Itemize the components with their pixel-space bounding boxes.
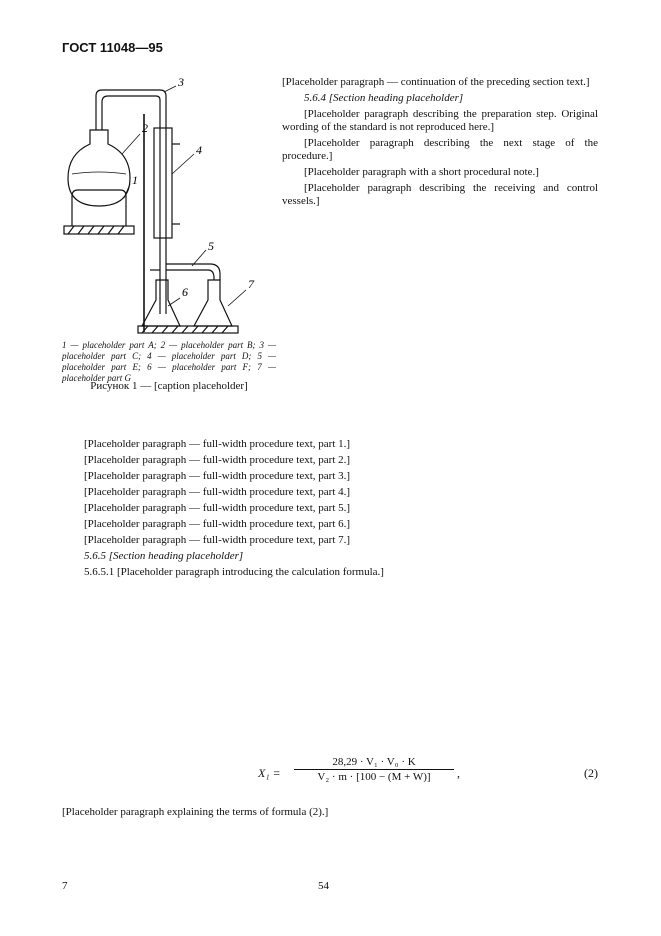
formula-number: (2): [584, 766, 598, 780]
main-text: [62, 438, 598, 582]
paragraph: [Placeholder paragraph — continuation of the preceding section text.]: [282, 76, 590, 88]
figure-caption: Рисунок 1 — [caption placeholder]: [90, 380, 248, 392]
formula-fraction: [294, 756, 454, 783]
footer-left: 7: [62, 880, 68, 892]
callout-2: 2: [142, 121, 148, 135]
paragraph: [Placeholder paragraph — full-width procedure text, part 1.]: [84, 438, 351, 450]
section-heading-564: 5.6.4 [Section heading placeholder]: [304, 92, 464, 104]
figure-legend: 1 — placeholder part A; 2 — placeholder part B; 3 — placeholder part C; 4 — placeholder part D; 5 — placeholder part E; 6 — placeholder part F; 7 — placeholder part G: [62, 340, 276, 383]
paragraph: [Placeholder paragraph describing the receiving and control vessels.]: [282, 182, 598, 207]
paragraph: [Placeholder paragraph with a short procedural note.]: [304, 166, 539, 178]
callout-7: 7: [248, 277, 254, 291]
callout-5: 5: [208, 239, 214, 253]
formula-numerator: 28,29 · V₁ · V₀ · K: [294, 756, 454, 770]
callout-6: 6: [182, 285, 188, 299]
receiving-flask: [142, 280, 180, 326]
callout-1: 1: [132, 173, 138, 187]
paragraph: 5.6.5.1 [Placeholder paragraph introducing the calculation formula.]: [84, 566, 384, 578]
paragraph: [Placeholder paragraph — full-width procedure text, part 6.]: [84, 518, 351, 530]
formula-denominator: V₂ · m · [100 − (M + W)]: [317, 771, 431, 783]
formula-tail: ,: [457, 766, 460, 780]
paragraph: [Placeholder paragraph describing the next stage of the procedure.]: [282, 137, 598, 162]
callout-3: 3: [178, 75, 184, 89]
paragraph: [Placeholder paragraph — full-width procedure text, part 5.]: [84, 502, 351, 514]
paragraph: [Placeholder paragraph describing the preparation step. Original wording of the standard is not reproduced here.]: [282, 108, 598, 133]
paragraph: [Placeholder paragraph — full-width procedure text, part 2.]: [84, 454, 351, 466]
formula-explanation: [Placeholder paragraph explaining the terms of formula (2).]: [62, 806, 329, 818]
callout-4: 4: [196, 143, 202, 157]
page-number: 54: [318, 880, 329, 892]
heater-body: [72, 190, 126, 226]
round-flask: [68, 130, 130, 206]
formula-lhs: X₁ =: [258, 766, 281, 780]
condenser: [154, 128, 172, 238]
document-header: ГОСТ 11048—95: [62, 40, 163, 55]
right-column: [282, 76, 598, 211]
paragraph: [Placeholder paragraph — full-width procedure text, part 7.]: [84, 534, 351, 546]
section-heading-565: 5.6.5 [Section heading placeholder]: [84, 550, 244, 562]
paragraph: [Placeholder paragraph — full-width procedure text, part 4.]: [84, 486, 351, 498]
paragraph: [Placeholder paragraph — full-width procedure text, part 3.]: [84, 470, 351, 482]
formula-2: [62, 756, 598, 800]
control-flask: [194, 280, 232, 326]
